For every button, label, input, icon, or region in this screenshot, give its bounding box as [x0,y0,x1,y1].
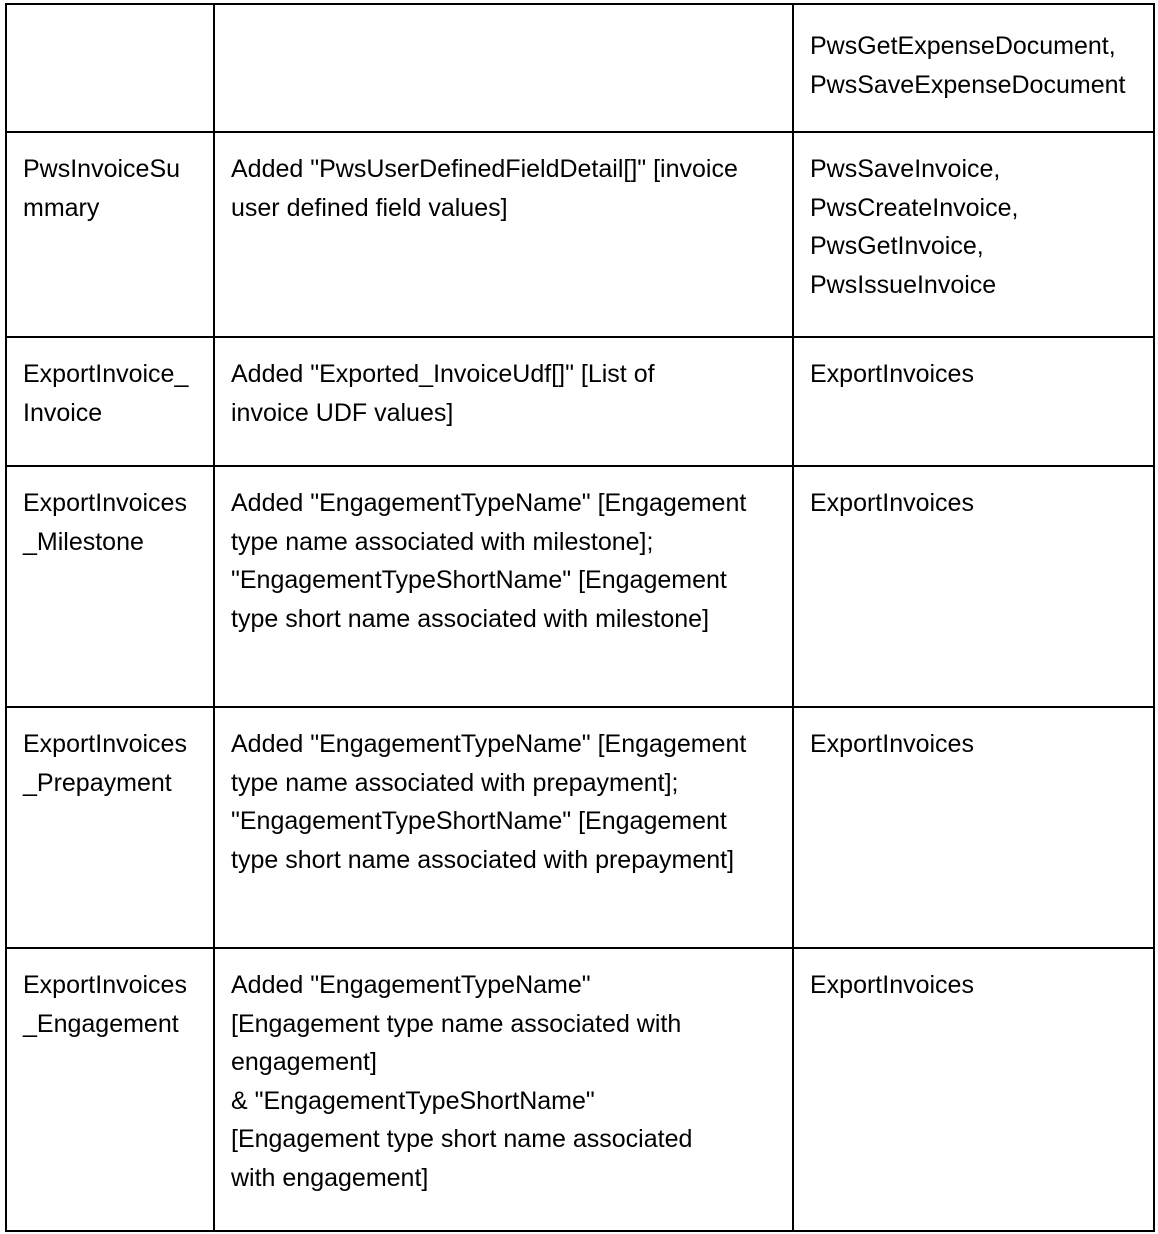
change-text: engagement] [231,1048,377,1076]
change-text: "EngagementTypeShortName" [Engagement [231,807,727,835]
method-name: ExportInvoices [810,489,974,517]
change-cell [214,337,793,466]
object-cell [6,337,214,466]
change-text: Added "EngagementTypeName" [Engagement [231,730,747,758]
object-cell [6,466,214,707]
methods-cell [793,337,1154,466]
object-cell [6,707,214,948]
change-text: Added "EngagementTypeName" [231,971,591,999]
change-text: type short name associated with milestone] [231,604,710,633]
method-name: PwsGetInvoice, [810,232,984,260]
object-name: ExportInvoices [23,971,187,999]
change-text: Added "PwsUserDefinedFieldDetail[]" [invoice [231,155,738,183]
table-row [6,948,1154,1231]
method-name: PwsSaveExpenseDocument [810,70,1126,99]
method-name: PwsSaveInvoice, [810,155,1001,183]
table-row [6,707,1154,948]
method-name: PwsGetExpenseDocument, [810,32,1116,60]
object-name: _Engagement [23,1009,179,1038]
object-name: ExportInvoices [23,730,187,758]
change-text: & "EngagementTypeShortName" [231,1086,595,1115]
change-text: with engagement] [231,1163,429,1192]
change-text: type name associated with prepayment]; [231,768,679,797]
table-row [6,132,1154,337]
change-cell [214,4,793,132]
methods-cell [793,466,1154,707]
methods-cell [793,132,1154,337]
change-text: "EngagementTypeShortName" [Engagement [231,566,727,594]
object-name: ExportInvoices [23,489,187,517]
methods-cell [793,707,1154,948]
object-cell [6,948,214,1231]
method-name: ExportInvoices [810,730,974,758]
method-name: ExportInvoices [810,360,974,388]
api-changes-table [5,3,1155,1232]
change-text: invoice UDF values] [231,398,454,427]
method-name: ExportInvoices [810,971,974,999]
change-cell [214,132,793,337]
change-text: [Engagement type name associated with [231,1009,682,1038]
object-name: PwsInvoiceSu [23,155,181,183]
method-name: PwsCreateInvoice, [810,193,1019,222]
change-cell [214,948,793,1231]
method-name: PwsIssueInvoice [810,270,997,299]
change-text: type name associated with milestone]; [231,527,654,556]
object-name: _Prepayment [23,768,172,797]
object-name: _Milestone [23,527,144,556]
change-cell [214,707,793,948]
change-text: Added "Exported_InvoiceUdf[]" [List of [231,360,655,388]
object-name: Invoice [23,398,103,427]
change-text: [Engagement type short name associated [231,1125,693,1153]
change-text: user defined field values] [231,193,508,222]
object-cell [6,4,214,132]
methods-cell [793,948,1154,1231]
table-row [6,466,1154,707]
change-cell [214,466,793,707]
table-row [6,337,1154,466]
object-name: ExportInvoice_ [23,360,189,388]
object-name: mmary [23,193,100,222]
change-text: type short name associated with prepayment] [231,845,735,874]
object-cell [6,132,214,337]
change-text: Added "EngagementTypeName" [Engagement [231,489,747,517]
methods-cell [793,4,1154,132]
table-row [6,4,1154,132]
